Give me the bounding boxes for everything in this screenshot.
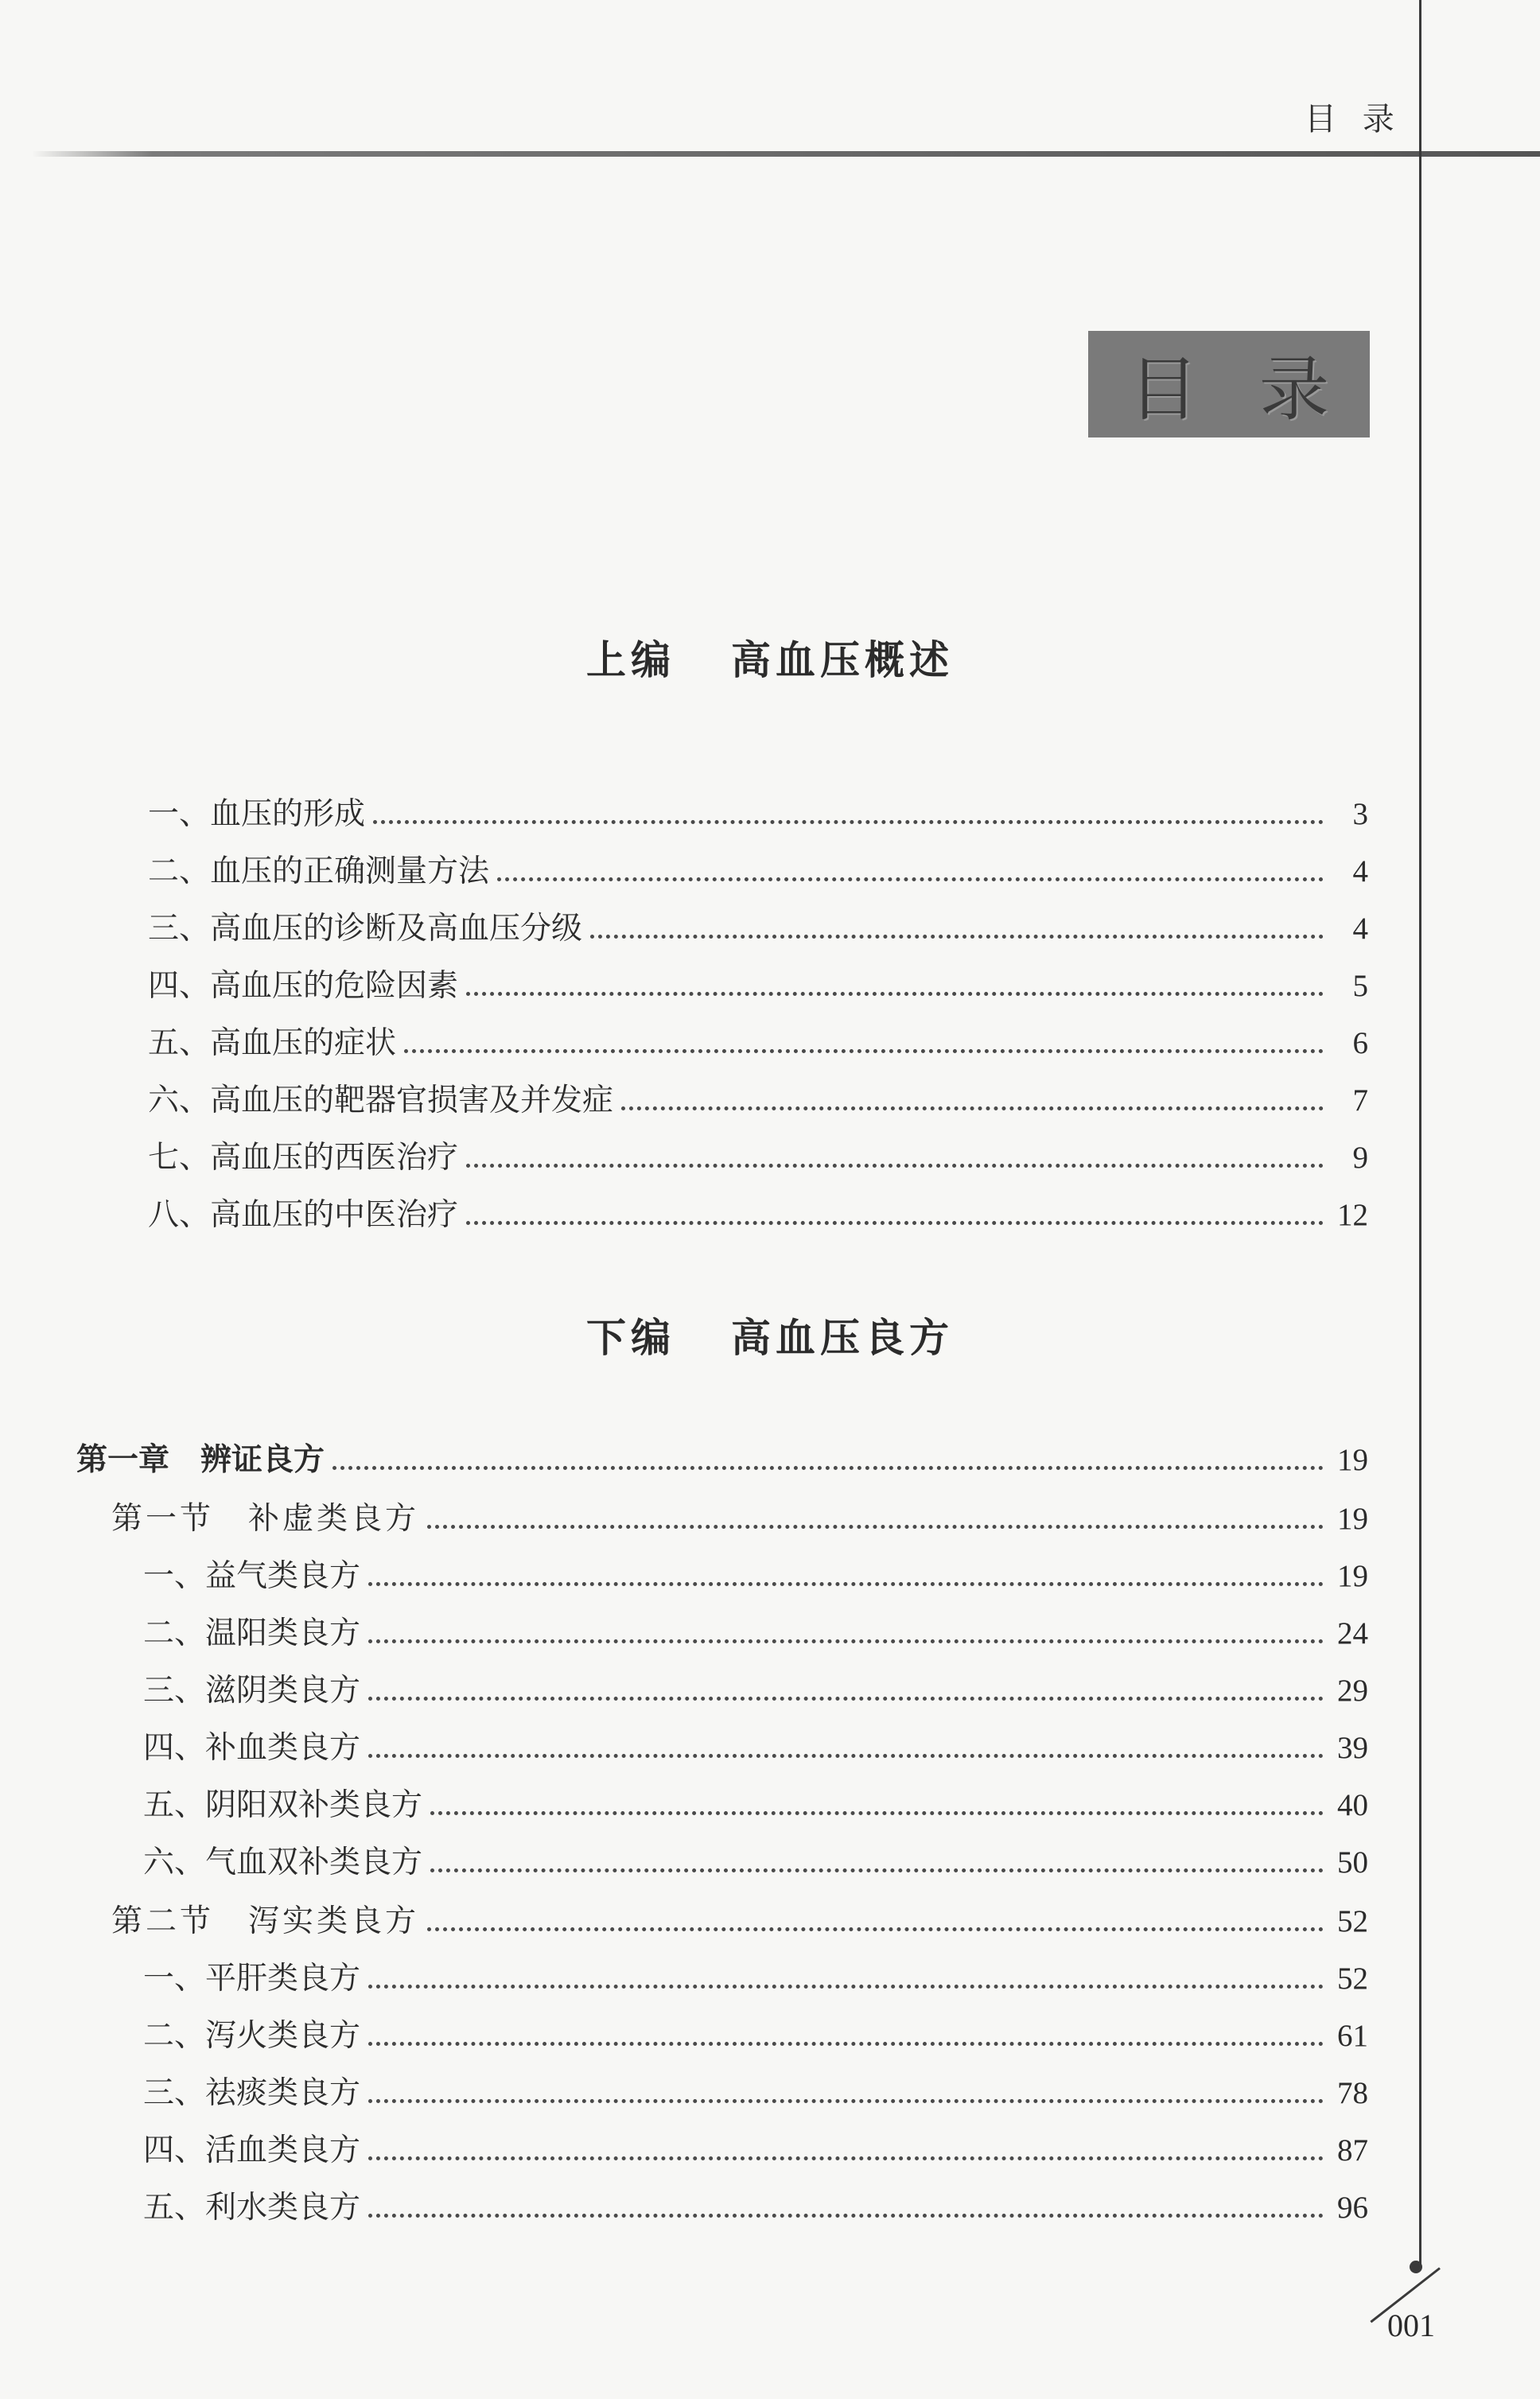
toc-label: 一、益气类良方 <box>143 1558 361 1594</box>
toc-page: 19 <box>1337 1559 1368 1593</box>
toc-row[interactable] <box>148 964 1368 1009</box>
toc-label: 一、平肝类良方 <box>143 1961 361 1997</box>
toc-row[interactable] <box>143 2129 1368 2173</box>
toc-row[interactable] <box>143 2071 1368 2116</box>
toc-row[interactable] <box>143 1554 1368 1599</box>
toc-label: 第二节 泻实类良方 <box>111 1903 420 1939</box>
toc-section-row[interactable] <box>111 1899 1368 1944</box>
toc-page: 6 <box>1352 1026 1368 1060</box>
toc-page: 9 <box>1352 1141 1368 1175</box>
toc-row[interactable] <box>148 907 1368 951</box>
dot-leader <box>466 1221 1324 1225</box>
dot-leader <box>368 2214 1324 2218</box>
dot-leader <box>466 992 1324 996</box>
toc-label: 一、血压的形成 <box>148 796 366 832</box>
part-heading-lower <box>0 1306 1540 1363</box>
toc-label: 四、活血类良方 <box>143 2133 361 2168</box>
toc-label: 六、高血压的靶器官损害及并发症 <box>148 1083 614 1118</box>
toc-label: 二、血压的正确测量方法 <box>148 853 490 889</box>
toc-label: 三、滋阴类良方 <box>143 1673 361 1709</box>
toc-label: 八、高血压的中医治疗 <box>148 1197 459 1233</box>
toc-label: 五、高血压的症状 <box>148 1025 397 1061</box>
toc-page: 29 <box>1337 1674 1368 1708</box>
toc-label: 六、气血双补类良方 <box>143 1845 423 1880</box>
part-label: 上编 <box>586 637 675 683</box>
header-rule <box>32 151 1540 157</box>
toc-label: 四、补血类良方 <box>143 1730 361 1766</box>
part-name: 高血压概述 <box>731 637 954 683</box>
toc-label: 五、阴阳双补类良方 <box>143 1787 423 1823</box>
dot-leader <box>466 1164 1324 1168</box>
toc-page: 24 <box>1337 1616 1368 1651</box>
toc-row[interactable] <box>148 1136 1368 1180</box>
toc-row[interactable] <box>143 2186 1368 2230</box>
toc-label: 三、祛痰类良方 <box>143 2075 361 2111</box>
toc-label: 第一章 辨证良方 <box>76 1442 325 1478</box>
toc-page: 3 <box>1352 797 1368 831</box>
dot-leader <box>332 1466 1324 1470</box>
toc-page: 61 <box>1337 2019 1368 2053</box>
toc-page: 4 <box>1352 912 1368 946</box>
part-name: 高血压良方 <box>731 1315 954 1361</box>
toc-page: 96 <box>1337 2191 1368 2225</box>
dot-leader <box>373 820 1324 824</box>
dot-leader <box>368 2042 1324 2046</box>
toc-label: 四、高血压的危险因素 <box>148 968 459 1004</box>
toc-section-row[interactable] <box>111 1497 1368 1542</box>
toc-label: 七、高血压的西医治疗 <box>148 1140 459 1176</box>
toc-page: 52 <box>1337 1962 1368 1996</box>
toc-row[interactable] <box>148 1079 1368 1123</box>
page-title: 目录 <box>1128 348 1390 430</box>
toc-page: 5 <box>1352 969 1368 1003</box>
toc-row[interactable] <box>143 1841 1368 1885</box>
dot-leader <box>430 1811 1324 1815</box>
toc-row[interactable] <box>143 1669 1368 1713</box>
toc-page: 4 <box>1352 854 1368 888</box>
dot-leader <box>404 1049 1324 1053</box>
dot-leader <box>368 1985 1324 1989</box>
dot-leader <box>497 877 1324 881</box>
toc-page: 78 <box>1337 2076 1368 2110</box>
page-title-box <box>1088 331 1390 437</box>
toc-page: 87 <box>1337 2133 1368 2168</box>
toc-row[interactable] <box>148 850 1368 894</box>
toc-page: 40 <box>1337 1788 1368 1822</box>
part-label: 下编 <box>586 1315 675 1361</box>
dot-leader <box>368 1754 1324 1758</box>
toc-page: 52 <box>1337 1904 1368 1938</box>
right-margin-rule <box>1419 0 1421 2269</box>
dot-leader <box>590 935 1324 939</box>
toc-page: 50 <box>1337 1845 1368 1880</box>
toc-row[interactable] <box>143 1783 1368 1828</box>
dot-leader <box>368 1582 1324 1586</box>
corner-dot-ornament <box>1410 2261 1422 2273</box>
toc-row[interactable] <box>143 1957 1368 2001</box>
dot-leader <box>621 1106 1324 1110</box>
toc-page: 7 <box>1352 1083 1368 1118</box>
toc-row[interactable] <box>143 2014 1368 2059</box>
toc-row[interactable] <box>143 1726 1368 1771</box>
toc-row[interactable] <box>148 1193 1368 1238</box>
toc-label: 三、高血压的诊断及高血压分级 <box>148 911 583 947</box>
dot-leader <box>427 1927 1324 1931</box>
dot-leader <box>368 2099 1324 2103</box>
toc-page: 19 <box>1337 1443 1368 1477</box>
toc-page: 12 <box>1337 1198 1368 1232</box>
toc-row[interactable] <box>143 1612 1368 1656</box>
dot-leader <box>368 2156 1324 2160</box>
toc-label: 第一节 补虚类良方 <box>111 1501 420 1537</box>
toc-label: 二、泻火类良方 <box>143 2018 361 2054</box>
toc-chapter-row[interactable] <box>76 1438 1368 1483</box>
dot-leader <box>368 1697 1324 1701</box>
toc-row[interactable] <box>148 792 1368 837</box>
dot-leader <box>368 1639 1324 1643</box>
part-heading-upper <box>0 628 1540 686</box>
toc-page: 39 <box>1337 1731 1368 1765</box>
toc-row[interactable] <box>148 1021 1368 1066</box>
toc-label: 二、温阳类良方 <box>143 1616 361 1651</box>
toc-page: 19 <box>1337 1502 1368 1536</box>
page-number: 001 <box>1387 2308 1435 2343</box>
running-head: 目 录 <box>1305 101 1402 138</box>
dot-leader <box>430 1868 1324 1872</box>
toc-label: 五、利水类良方 <box>143 2190 361 2226</box>
dot-leader <box>427 1525 1324 1529</box>
